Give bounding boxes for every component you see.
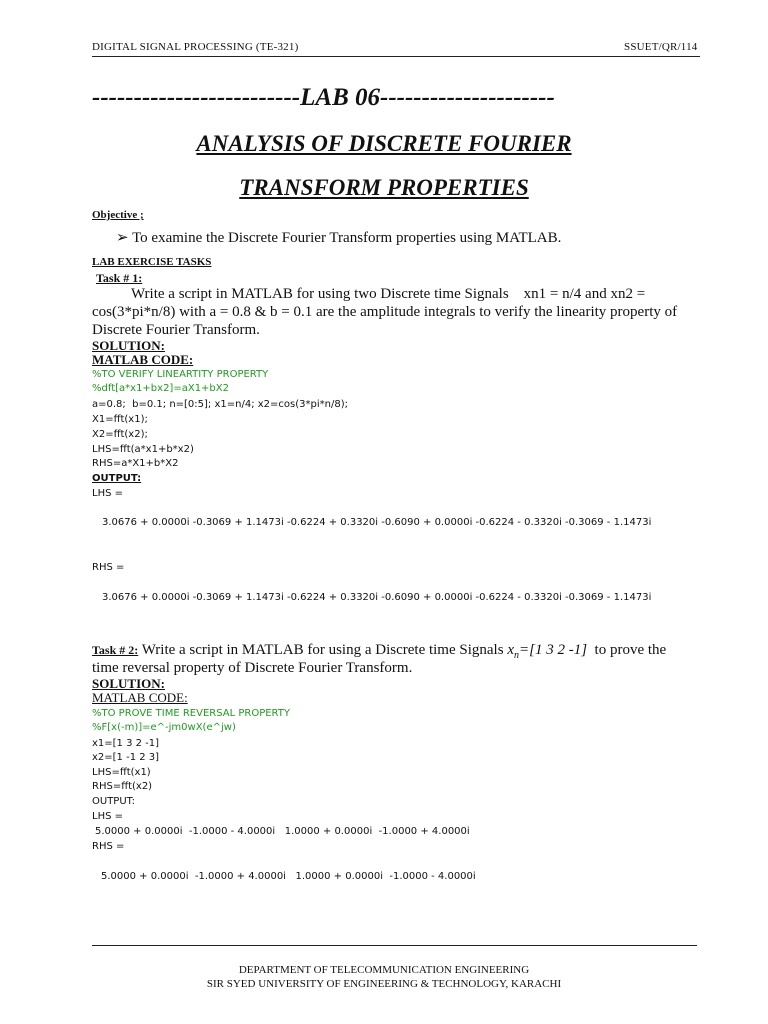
task2-text-line2: time reversal property of Discrete Fourier Transform.: [92, 660, 413, 676]
task1-code-line: X1=fft(x1);: [92, 414, 148, 425]
task1-rhs-label: RHS =: [92, 562, 125, 573]
task2-output-label: OUTPUT:: [92, 796, 136, 807]
footer-divider: [92, 945, 697, 946]
task1-output-label: OUTPUT:: [92, 473, 142, 484]
task2-lhs-label: LHS =: [92, 811, 123, 822]
task2-signal-x: x: [507, 642, 514, 658]
task2-code-line: RHS=fft(x2): [92, 781, 153, 792]
task1-text-line2: cos(3*pi*n/8) with a = 0.8 & b = 0.1 are the amplitude integrals to verify the linearity property of: [92, 304, 678, 320]
task1-rhs-value: 3.0676 + 0.0000i -0.3069 + 1.1473i -0.6224 + 0.3320i -0.6090 + 0.0000i -0.6224 - 0.3320i -0.3069 - 1.1473i: [102, 592, 652, 603]
exercise-heading: LAB EXERCISE TASKS: [92, 256, 212, 268]
task1-text-line1: Write a script in MATLAB for using two Discrete time Signals xn1 = n/4 and xn2 =: [131, 286, 646, 302]
task2-code-line: x1=[1 3 2 -1]: [92, 738, 160, 749]
task2-solution-label: SOLUTION:: [92, 676, 165, 691]
task2-text-line1: [92, 642, 666, 661]
task1-code-label: MATLAB CODE:: [92, 352, 194, 367]
objective-label: Objective ;: [92, 209, 144, 221]
task1-code-line: X2=fft(x2);: [92, 429, 148, 440]
task1-text-line3: Discrete Fourier Transform.: [92, 322, 260, 338]
task2-label: Task # 2:: [92, 643, 139, 657]
task2-code-line: x2=[1 -1 2 3]: [92, 752, 160, 763]
task1-code-comment: %dft[a*x1+bx2]=aX1+bX2: [92, 383, 229, 394]
task1-code-line: LHS=fft(a*x1+b*x2): [92, 444, 194, 455]
task1-code-line: RHS=a*X1+b*X2: [92, 458, 179, 469]
objective-item: [116, 228, 561, 247]
task2-code-line: LHS=fft(x1): [92, 767, 151, 778]
task1-label: Task # 1:: [96, 271, 143, 285]
task2-text-before: Write a script in MATLAB for using a Discrete time Signals: [138, 642, 508, 658]
task1-code-comment: %TO VERIFY LINEARTITY PROPERTY: [92, 369, 269, 380]
task2-code-label: MATLAB CODE:: [92, 690, 188, 705]
task2-rhs-value: 5.0000 + 0.0000i -1.0000 + 4.0000i 1.0000 + 0.0000i -1.0000 - 4.0000i: [101, 871, 476, 882]
objective-text: To examine the Discrete Fourier Transform properties using MATLAB.: [132, 230, 562, 246]
task2-code-comment: %TO PROVE TIME REVERSAL PROPERTY: [92, 708, 290, 719]
task2-rhs-label: RHS =: [92, 841, 125, 852]
page-title-line1: ANALYSIS OF DISCRETE FOURIER: [196, 131, 572, 156]
task1-code-line: a=0.8; b=0.1; n=[0:5]; x1=n/4; x2=cos(3*pi*n/8);: [92, 399, 348, 410]
task2-signal-values: =[1 3 2 -1]: [518, 642, 588, 658]
footer-university: SIR SYED UNIVERSITY OF ENGINEERING & TECHNOLOGY, KARACHI: [206, 978, 562, 990]
arrow-bullet-icon: ➢: [116, 230, 133, 246]
footer-department: DEPARTMENT OF TELECOMMUNICATION ENGINEERING: [238, 964, 530, 976]
task1-lhs-value: 3.0676 + 0.0000i -0.3069 + 1.1473i -0.6224 + 0.3320i -0.6090 + 0.0000i -0.6224 - 0.3320i -0.3069 - 1.1473i: [102, 517, 652, 528]
lab-title: -------------------------LAB 06---------------------: [92, 84, 555, 111]
task1-lhs-label: LHS =: [92, 488, 123, 499]
header-doc-code: SSUET/QR/114: [624, 41, 698, 53]
task2-lhs-value: 5.0000 + 0.0000i -1.0000 - 4.0000i 1.0000 + 0.0000i -1.0000 + 4.0000i: [95, 826, 470, 837]
header-course: DIGITAL SIGNAL PROCESSING (TE-321): [92, 41, 299, 53]
header-divider: [92, 56, 700, 57]
task2-signal-sub: n: [513, 650, 519, 661]
page-title-line2: TRANSFORM PROPERTIES: [239, 175, 529, 200]
task1-solution-label: SOLUTION:: [92, 338, 165, 353]
task2-text-after: to prove the: [587, 642, 667, 658]
task2-code-comment: %F[x(-m)]=e^-jm0wX(e^jw): [92, 722, 236, 733]
